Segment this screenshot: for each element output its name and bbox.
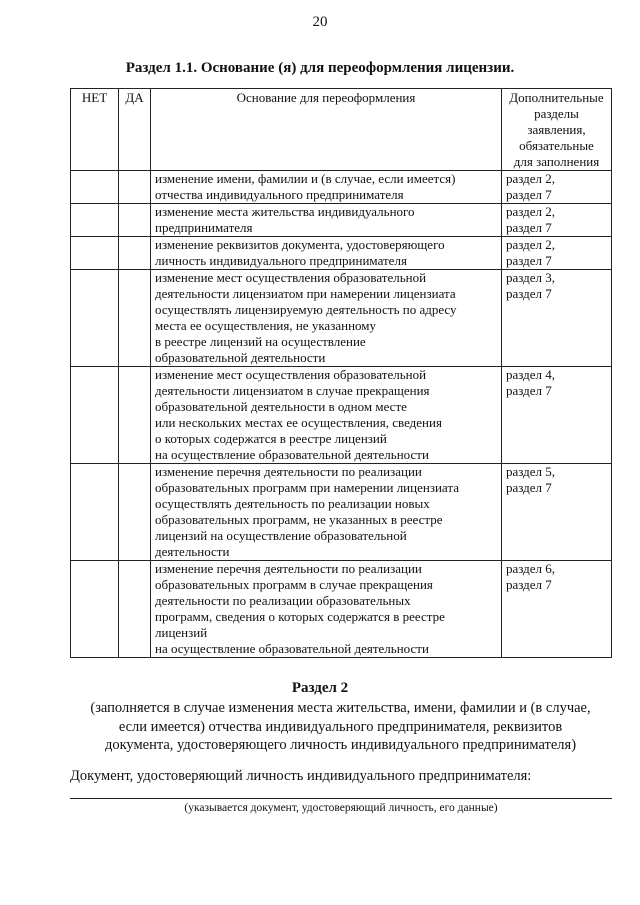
column-header-no: НЕТ: [71, 89, 119, 171]
basis-cell: изменение перечня деятельности по реализации образовательных программ в случае прекращения деятельности по реализации образовательных программ, сведения о которых содержатся в реестре лицензий на осуществление образовательной деятельности: [151, 561, 502, 658]
identity-document-field-line[interactable]: [70, 798, 612, 799]
basis-cell: изменение реквизитов документа, удостоверяющего личность индивидуального предпринимателя: [151, 237, 502, 270]
yes-checkbox-cell[interactable]: [119, 367, 151, 464]
no-checkbox-cell[interactable]: [71, 204, 119, 237]
basis-cell: изменение места жительства индивидуального предпринимателя: [151, 204, 502, 237]
sections-cell: раздел 6, раздел 7: [502, 561, 612, 658]
basis-cell: изменение мест осуществления образовательной деятельности лицензиатом в случае прекращения образовательной деятельности в одном месте или нескольких местах ее осуществления, сведения о которых содержатся в реестре лицензий на осуществление образовательной деятельности: [151, 367, 502, 464]
column-header-sections: Дополнительные разделы заявления, обязательные для заполнения: [502, 89, 612, 171]
table-row: [71, 171, 612, 204]
table-row: [71, 464, 612, 561]
section-2-note: (заполняется в случае изменения места жительства, имени, фамилии и (в случае, если имеется) отчества индивидуального предпринимателя, реквизитов документа, удостоверяющего личность индивидуального предпринимателя): [90, 700, 591, 753]
table-row: [71, 270, 612, 367]
sections-cell: раздел 4, раздел 7: [502, 367, 612, 464]
page-number: 20: [312, 14, 328, 30]
yes-checkbox-cell[interactable]: [119, 561, 151, 658]
table-header-row: [71, 89, 612, 171]
identity-document-label: Документ, удостоверяющий личность индивидуального предпринимателя:: [70, 768, 532, 784]
sections-cell: раздел 2, раздел 7: [502, 204, 612, 237]
yes-checkbox-cell[interactable]: [119, 171, 151, 204]
sections-cell: раздел 5, раздел 7: [502, 464, 612, 561]
reissue-grounds-table: [70, 88, 612, 658]
no-checkbox-cell[interactable]: [71, 171, 119, 204]
basis-cell: изменение перечня деятельности по реализации образовательных программ при намерении лицензиата осуществлять деятельность по реализации новых образовательных программ, не указанных в реестре лицензий на осуществление образовательной деятельности: [151, 464, 502, 561]
table-row: [71, 204, 612, 237]
yes-checkbox-cell[interactable]: [119, 270, 151, 367]
table-row: [71, 561, 612, 658]
table-row: [71, 367, 612, 464]
yes-checkbox-cell[interactable]: [119, 204, 151, 237]
no-checkbox-cell[interactable]: [71, 561, 119, 658]
basis-cell: изменение мест осуществления образовательной деятельности лицензиатом при намерении лицензиата осуществлять лицензируемую деятельность по адресу места ее осуществления, не указанному в реестре лицензий на осуществление образовательной деятельности: [151, 270, 502, 367]
no-checkbox-cell[interactable]: [71, 270, 119, 367]
sections-cell: раздел 2, раздел 7: [502, 237, 612, 270]
no-checkbox-cell[interactable]: [71, 237, 119, 270]
basis-cell: изменение имени, фамилии и (в случае, если имеется) отчества индивидуального предпринимателя: [151, 171, 502, 204]
column-header-basis: Основание для переоформления: [151, 89, 502, 171]
table-row: [71, 237, 612, 270]
section-1-1-title: Раздел 1.1. Основание (я) для переоформления лицензии.: [125, 60, 515, 76]
sections-cell: раздел 2, раздел 7: [502, 171, 612, 204]
yes-checkbox-cell[interactable]: [119, 464, 151, 561]
no-checkbox-cell[interactable]: [71, 367, 119, 464]
identity-document-field-caption: (указывается документ, удостоверяющий личность, его данные): [184, 802, 498, 814]
section-2-title: Раздел 2: [291, 680, 349, 696]
yes-checkbox-cell[interactable]: [119, 237, 151, 270]
no-checkbox-cell[interactable]: [71, 464, 119, 561]
column-header-yes: ДА: [119, 89, 151, 171]
sections-cell: раздел 3, раздел 7: [502, 270, 612, 367]
